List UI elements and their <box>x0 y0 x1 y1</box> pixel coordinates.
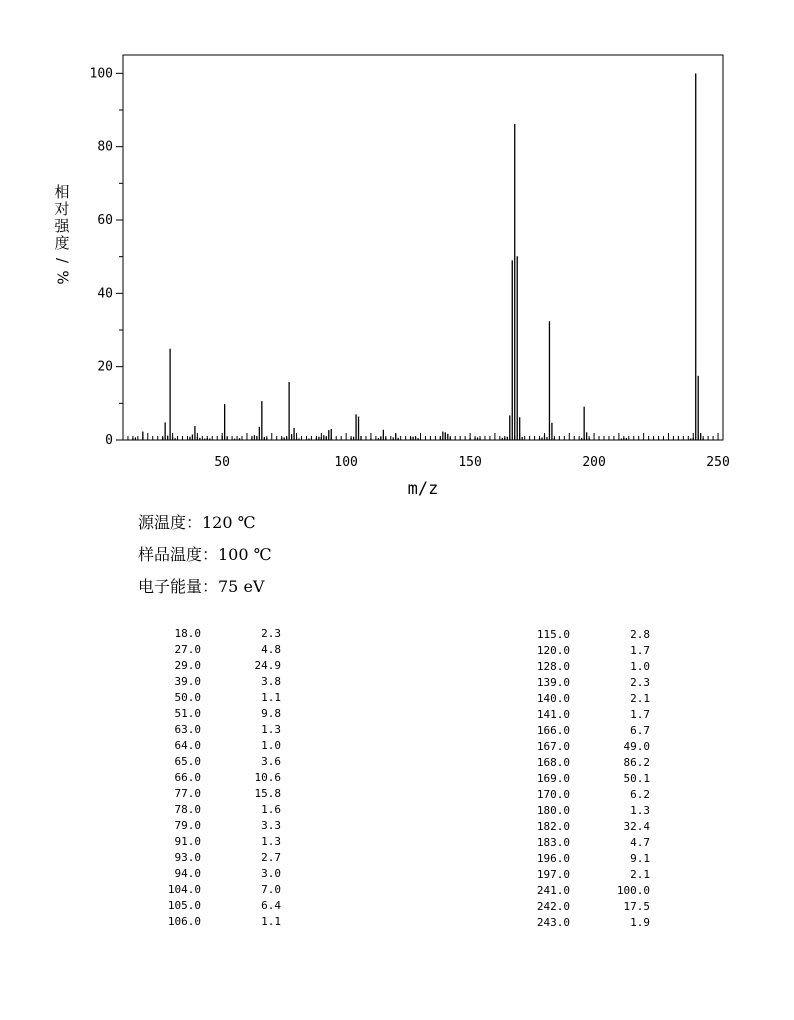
peak-mz: 196.0 <box>536 852 570 865</box>
peak-table-row <box>141 898 281 914</box>
y-tick-label: 80 <box>97 139 113 155</box>
peak-mz: 128.0 <box>536 660 570 673</box>
peak-intensity: 49.0 <box>623 740 650 753</box>
peak-mz: 180.0 <box>536 804 570 817</box>
peak-mz: 29.0 <box>174 659 201 672</box>
peak-mz: 79.0 <box>174 819 201 832</box>
peak-table-row <box>141 674 281 690</box>
peak-table-row <box>510 851 650 867</box>
peak-table-row <box>510 739 650 755</box>
peak-mz: 140.0 <box>536 692 570 705</box>
peak-mz: 120.0 <box>536 644 570 657</box>
peak-intensity: 2.1 <box>630 692 650 705</box>
peak-mz: 64.0 <box>174 739 201 752</box>
peak-intensity: 1.3 <box>261 723 281 736</box>
peak-intensity: 24.9 <box>254 659 281 672</box>
peak-mz: 139.0 <box>536 676 570 689</box>
peak-mz: 65.0 <box>174 755 201 768</box>
peak-mz: 18.0 <box>174 627 201 640</box>
peak-mz: 94.0 <box>174 867 201 880</box>
peak-mz: 91.0 <box>174 835 201 848</box>
peak-mz: 170.0 <box>536 788 570 801</box>
peak-intensity: 2.1 <box>630 868 650 881</box>
peak-table-row <box>510 803 650 819</box>
peak-intensity: 6.4 <box>261 899 281 912</box>
peak-intensity: 100.0 <box>616 884 650 897</box>
peak-table-row <box>141 834 281 850</box>
peak-intensity: 2.3 <box>630 676 650 689</box>
peak-intensity: 1.6 <box>261 803 281 816</box>
y-tick-label: 20 <box>97 359 113 375</box>
peak-table-row <box>510 867 650 883</box>
peak-table-row <box>510 643 650 659</box>
peak-intensity: 17.5 <box>623 900 650 913</box>
peak-table-row <box>141 914 281 930</box>
axis-tick-labels <box>90 66 730 470</box>
peak-intensity: 3.3 <box>261 819 281 832</box>
peak-mz: 242.0 <box>536 900 570 913</box>
peak-table-row <box>141 658 281 674</box>
peak-table-left <box>141 626 281 930</box>
plot-frame <box>123 55 723 440</box>
y-tick-label: 60 <box>97 213 113 228</box>
peak-table-row <box>510 819 650 835</box>
peak-mz: 182.0 <box>536 820 570 833</box>
peak-intensity: 86.2 <box>623 756 650 769</box>
peak-table-row <box>141 706 281 722</box>
peak-mz: 63.0 <box>174 723 201 736</box>
sample-temperature: 样品温度：100 ℃ <box>138 545 272 564</box>
peak-intensity: 1.3 <box>630 804 650 817</box>
peak-intensity: 2.3 <box>261 627 281 640</box>
axis-ticks <box>116 73 718 440</box>
peak-table-row <box>141 754 281 770</box>
peak-table-row <box>510 771 650 787</box>
peak-intensity: 1.7 <box>630 644 650 657</box>
spectrum-peaks <box>133 73 703 440</box>
x-tick-label: 250 <box>706 455 730 470</box>
electron-energy: 电子能量：75 eV <box>138 577 265 596</box>
peak-table-row <box>141 818 281 834</box>
peak-intensity: 9.8 <box>261 707 281 720</box>
peak-intensity: 1.3 <box>261 835 281 848</box>
peak-table-row <box>141 850 281 866</box>
peak-mz: 105.0 <box>167 899 201 912</box>
x-tick-label: 150 <box>458 455 482 470</box>
peak-intensity: 3.8 <box>261 675 281 688</box>
peak-mz: 51.0 <box>174 707 201 720</box>
peak-table-row <box>510 787 650 803</box>
peak-table-row <box>510 707 650 723</box>
peak-table-row <box>510 675 650 691</box>
peak-intensity: 1.0 <box>630 660 650 673</box>
peak-mz: 104.0 <box>167 883 201 896</box>
peak-table-row <box>141 642 281 658</box>
peak-mz: 115.0 <box>536 628 570 641</box>
y-axis-label: 相 对 强 度 / % <box>53 183 72 285</box>
peak-mz: 166.0 <box>536 724 570 737</box>
peak-intensity: 1.0 <box>261 739 281 752</box>
peak-mz: 183.0 <box>536 836 570 849</box>
peak-table-row <box>510 883 650 899</box>
y-tick-label: 0 <box>105 433 113 448</box>
peak-table-row <box>510 691 650 707</box>
x-tick-label: 50 <box>214 455 231 470</box>
peak-mz: 167.0 <box>536 740 570 753</box>
peak-intensity: 10.6 <box>254 771 281 784</box>
peak-mz: 27.0 <box>174 643 201 656</box>
peak-table-row <box>141 770 281 786</box>
peak-intensity: 9.1 <box>630 852 650 865</box>
peak-intensity: 3.6 <box>261 755 281 768</box>
peak-mz: 50.0 <box>174 691 201 704</box>
peak-intensity: 6.7 <box>630 724 650 737</box>
peak-table-row <box>141 738 281 754</box>
peak-table-row <box>510 899 650 915</box>
peak-table-row <box>141 786 281 802</box>
x-axis-label: m/z <box>407 479 439 499</box>
peak-mz: 169.0 <box>536 772 570 785</box>
peak-mz: 39.0 <box>174 675 201 688</box>
peak-intensity: 1.9 <box>630 916 650 929</box>
peak-table-row <box>141 802 281 818</box>
y-tick-label: 100 <box>89 66 113 82</box>
peak-mz: 241.0 <box>536 884 570 897</box>
peak-mz: 197.0 <box>536 868 570 881</box>
peak-intensity: 7.0 <box>261 883 281 896</box>
peak-intensity: 1.1 <box>261 915 281 928</box>
peak-mz: 106.0 <box>167 915 201 928</box>
peak-mz: 77.0 <box>174 787 201 800</box>
peak-table-row <box>510 835 650 851</box>
peak-mz: 243.0 <box>536 916 570 929</box>
peak-intensity: 6.2 <box>630 788 650 801</box>
peak-mz: 141.0 <box>536 708 570 721</box>
x-tick-label: 100 <box>334 455 358 470</box>
peak-intensity: 1.7 <box>630 708 650 721</box>
peak-mz: 66.0 <box>174 771 201 784</box>
peak-table-row <box>141 626 281 642</box>
peak-intensity: 3.0 <box>261 867 281 880</box>
peak-table-row <box>510 627 650 643</box>
mass-spectrum-chart <box>0 0 794 500</box>
peak-intensity: 50.1 <box>623 772 650 785</box>
peak-intensity: 4.7 <box>630 836 650 849</box>
peak-intensity: 15.8 <box>254 787 281 800</box>
peak-table-row <box>510 915 650 931</box>
peak-table-row <box>510 723 650 739</box>
source-temperature: 源温度：120 ℃ <box>138 513 256 532</box>
peak-table-row <box>141 882 281 898</box>
peak-mz: 93.0 <box>174 851 201 864</box>
y-tick-label: 40 <box>97 286 113 302</box>
peak-table-row <box>141 690 281 706</box>
peak-table-row <box>141 866 281 882</box>
peak-intensity: 32.4 <box>623 820 650 833</box>
peak-table-row <box>510 659 650 675</box>
x-tick-label: 200 <box>582 455 606 470</box>
peak-intensity: 2.7 <box>261 851 281 864</box>
peak-intensity: 4.8 <box>261 643 281 656</box>
peak-table-row <box>510 755 650 771</box>
peak-mz: 78.0 <box>174 803 201 816</box>
peak-table-row <box>141 722 281 738</box>
peak-intensity: 1.1 <box>261 691 281 704</box>
peak-mz: 168.0 <box>536 756 570 769</box>
peak-intensity: 2.8 <box>630 628 650 641</box>
peak-table-right <box>510 627 650 931</box>
